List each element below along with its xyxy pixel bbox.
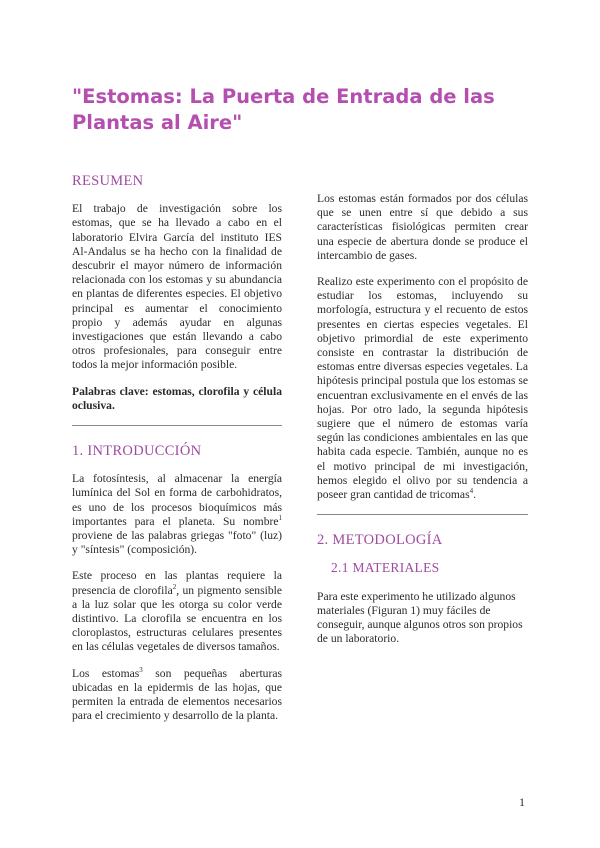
intro-paragraph-5 [317, 275, 528, 502]
intro-paragraph-3 [72, 667, 282, 724]
intro-paragraph-2 [72, 569, 282, 654]
right-column [317, 192, 528, 658]
footnote-ref-2: 2 [172, 582, 177, 591]
subsection-heading-materiales: 2.1 MATERIALES [331, 560, 440, 576]
section-heading-metodologia: 2. METODOLOGÍA [317, 532, 443, 549]
intro-p2-text-b: , un pigmento sensible a la luz solar que les otorga su color verde distintivo. La clorofila se encuentra en los cloroplastos, estructuras celulares presentes en las células vegetales de diversos tamaños. [72, 583, 282, 654]
page-number: 1 [519, 795, 525, 809]
intro-p1-text-b: proviene de las palabras griegas "foto" (luz) y "síntesis" (composición). [72, 529, 282, 557]
materiales-paragraph: Para este experimento he utilizado algunos materiales (Figuran 1) muy fáciles de conseguir, aunque algunos otros son propios de un laboratorio. [317, 589, 523, 646]
intro-p5-text-b: . [473, 488, 476, 502]
section-heading-introduccion: 1. INTRODUCCIÓN [72, 443, 202, 460]
footnote-ref-3: 3 [139, 665, 143, 674]
intro-p1-text-a: La fotosíntesis, al almacenar la energía lumínica del Sol en forma de carbohidratos, es uno de los procesos bioquímicos más importantes para el planeta. Su nombre [72, 472, 282, 528]
intro-p2-text-a: Este proceso en las plantas requiere la presencia de clorofila [72, 569, 282, 597]
intro-paragraph-4: Los estomas están formados por dos células que se unen entre sí que debido a sus características fisiológicas permiten crear una especie de abertura donde se produce el intercambio de gases. [317, 192, 528, 262]
footnote-ref-1: 1 [278, 514, 282, 522]
section-divider [72, 425, 282, 426]
section-divider [317, 514, 528, 515]
abstract-paragraph: El trabajo de investigación sobre los estomas, que se ha llevado a cabo en el laboratorio Elvira García del instituto IES Al-Andalus se ha hecho con la finalidad de descubrir el mayor número de información relacionada con los estomas y su abundancia en plantas de diferentes especies. El objetivo principal es aumentar el conocimiento propio y además ayudar en algunas investigaciones que están llevando a cabo otros profesionales, para conseguir entre todos la mejor información posible. [72, 202, 282, 372]
footnote-ref-4: 4 [469, 487, 474, 496]
left-column [72, 174, 282, 736]
intro-paragraph-1 [72, 472, 282, 557]
intro-p3-text-a: Los estomas [72, 666, 140, 680]
paper-title: "Estomas: La Puerta de Entrada de las Plantas al Aire" [72, 85, 495, 134]
section-heading-resumen: RESUMEN [72, 173, 144, 189]
intro-p5-text-a: Realizo este experimento con el propósito de estudiar los estomas, incluyendo su morfología, estructura y el recuento de estos presentes en ciertas especies vegetales. El objetivo primordial de este experimento consiste en contrastar la distribución de estomas entre diversas especies vegetales. La hipótesis principal postula que los estomas se encuentran exclusivamente en el envés de las hojas. Por otro lado, la segunda hipótesis sugiere que el número de estomas varía según las condiciones ambientales en las que habita cada especie. También, aunque no es el motivo principal de mi investigación, hemos elegido el olivo por su tendencia a poseer gran cantidad de tricomas [317, 275, 528, 502]
intro-p3-text-b: son pequeñas aberturas ubicadas en la epidermis de las hojas, que permiten la entrada de elementos necesarios para el crecimiento y desarrollo de la planta. [72, 666, 282, 723]
keywords: Palabras clave: estomas, clorofila y célula oclusiva. [72, 384, 282, 412]
